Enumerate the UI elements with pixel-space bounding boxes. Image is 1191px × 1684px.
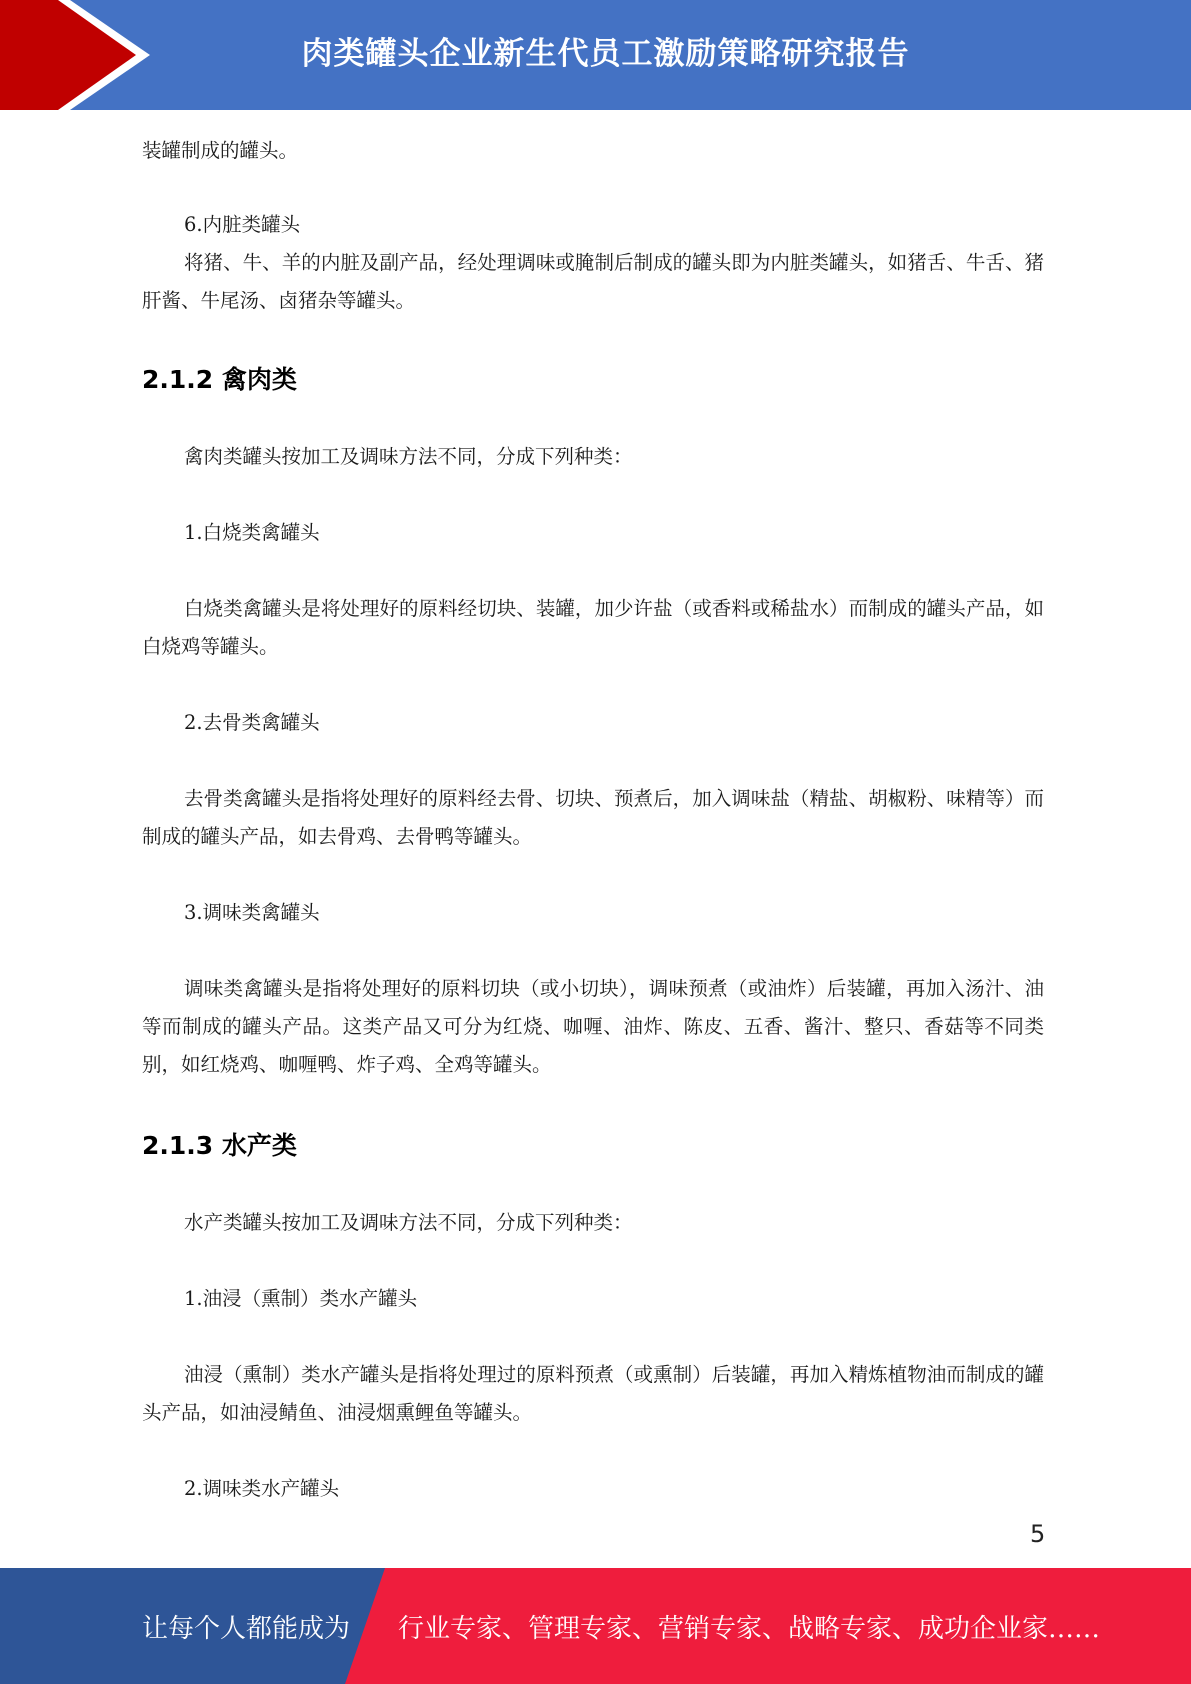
document-body: [142, 132, 1044, 1508]
footer-slogan-left: 让每个人都能成为: [142, 1614, 351, 1644]
page-header: [0, 0, 1191, 110]
paragraph: 禽肉类罐头按加工及调味方法不同，分成下列种类：: [184, 445, 633, 468]
paragraph: 将猪、牛、羊的内脏及副产品，经处理调味或腌制后制成的罐头即为内脏类罐头，如猪舌、牛舌、猪肝酱、牛尾汤、卤猪杂等罐头。: [142, 251, 1044, 312]
list-heading: 1.白烧类禽罐头: [184, 521, 320, 544]
list-heading: 3.调味类禽罐头: [184, 901, 320, 924]
paragraph: 油浸（熏制）类水产罐头是指将处理过的原料预煮（或熏制）后装罐，再加入精炼植物油而制成的罐头产品，如油浸鲭鱼、油浸烟熏鲤鱼等罐头。: [142, 1363, 1044, 1424]
section-heading: 2.1.2 禽肉类: [142, 365, 297, 394]
paragraph: 白烧类禽罐头是将处理好的原料经切块、装罐，加少许盐（或香料或稀盐水）而制成的罐头产品，如白烧鸡等罐头。: [142, 597, 1044, 658]
paragraph: 水产类罐头按加工及调味方法不同，分成下列种类：: [184, 1211, 633, 1234]
list-heading: 6.内脏类罐头: [184, 213, 301, 236]
list-heading: 2.去骨类禽罐头: [184, 711, 320, 734]
section-heading: 2.1.3 水产类: [142, 1131, 297, 1160]
list-heading: 2.调味类水产罐头: [184, 1477, 340, 1500]
paragraph: 去骨类禽罐头是指将处理好的原料经去骨、切块、预煮后，加入调味盐（精盐、胡椒粉、味精等）而制成的罐头产品，如去骨鸡、去骨鸭等罐头。: [142, 787, 1044, 848]
page-footer: [0, 1568, 1191, 1684]
list-heading: 1.油浸（熏制）类水产罐头: [184, 1287, 418, 1310]
paragraph: 装罐制成的罐头。: [142, 139, 299, 162]
report-title: 肉类罐头企业新生代员工激励策略研究报告: [301, 36, 910, 72]
page-number: 5: [1030, 1520, 1046, 1548]
footer-slogan-right: 行业专家、管理专家、营销专家、战略专家、成功企业家……: [398, 1614, 1101, 1644]
paragraph: 调味类禽罐头是指将处理好的原料切块（或小切块），调味预煮（或油炸）后装罐，再加入汤汁、油等而制成的罐头产品。这类产品又可分为红烧、咖喱、油炸、陈皮、五香、酱汁、整只、香菇等不同类别，如红烧鸡、咖喱鸭、炸子鸡、全鸡等罐头。: [142, 977, 1044, 1076]
